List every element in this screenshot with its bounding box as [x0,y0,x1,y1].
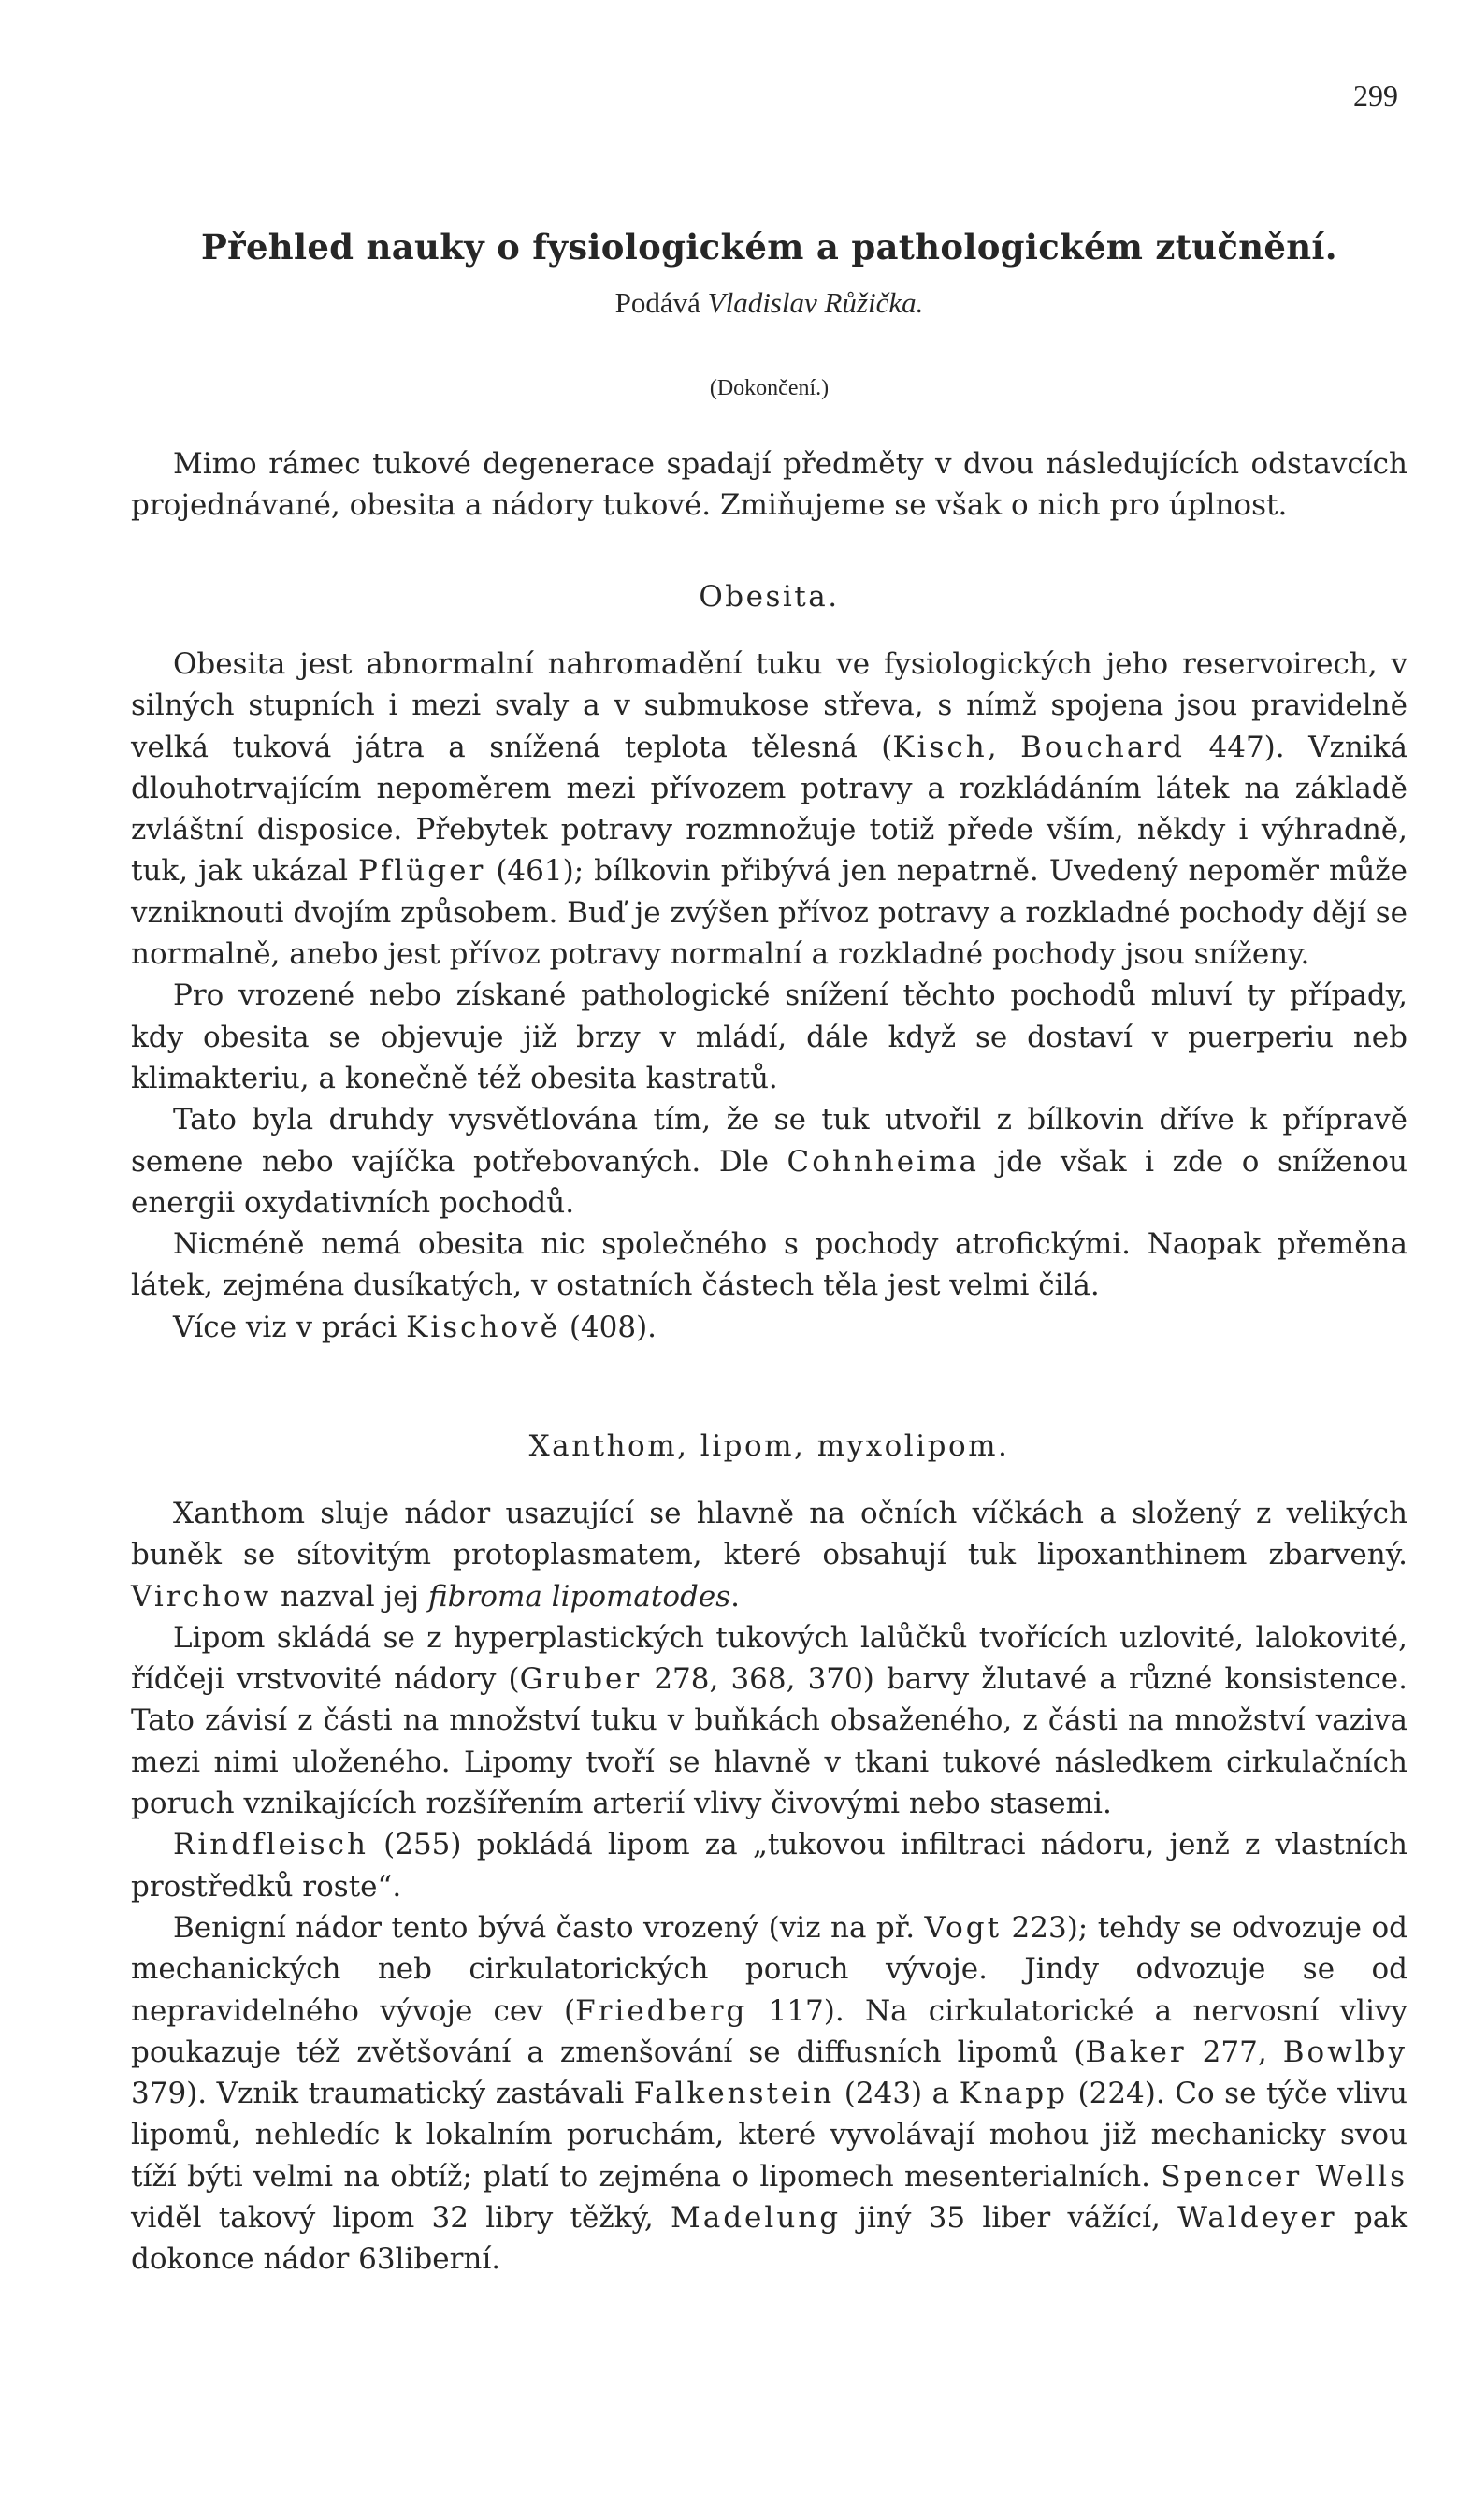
document-page [131,0,1407,2520]
section-heading-obesita: Obesita. [699,580,840,614]
author-ref: Gruber [519,1662,642,1697]
author-ref: Madelung [670,2201,842,2236]
author-ref: Rindfleisch [173,1828,368,1862]
author-ref: Baker [1085,2035,1187,2069]
author-ref: Vogt [924,1910,1003,1945]
obesita-paragraph-5: Více viz v práci Kischově (408). [173,1310,657,1344]
author-ref: Bouchard [1020,730,1185,764]
author-ref: Waldeyer [1177,2201,1337,2236]
obesita-paragraph-3: Tato byla druhdy vysvětlována tím, že se tuk utvořil z bílkovin dříve k přípravě semene nebo vajíčka potřebovaných. Dle Cohnheima jde však i zde o sníženou energii oxydativních pochodů. [131,1103,1408,1220]
obesita-paragraph-1: Obesita jest abnormalní nahromadění tuku ve fysiologických jeho reservoirech, v silných stupních i mezi svaly a v submukose střeva, s nímž spojena jsou pravidelně velká tuková játra a snížená teplota tělesná (Kisch, Bouchard 447). Vzniká dlouhotrvajícím nepoměrem mezi přívozem potravy a rozkládáním látek na základě zvláštní disposice. Přebytek potravy rozmnožuje totiž přede vším, někdy i výhradně, tuk, jak ukázal Pflüger (461); bílkovin přibývá jen nepatrně. Uvedený nepoměr může vzniknouti dvojím způsobem. Buď je zvýšen přívoz potravy a rozkladné pochody dějí se normalně, anebo jest přívoz potravy normalní a rozkladné pochody jsou sníženy. [131,647,1407,972]
author-ref: Pflüger [358,854,486,889]
lipom-paragraph-3: Rindfleisch (255) pokládá lipom za „tukovou infiltraci nádoru, jenž z vlastních prostředků roste“. [131,1828,1407,1904]
term-italic: fibroma lipomatodes [427,1579,731,1614]
page-number: 299 [1353,79,1398,112]
author-ref: Cohnheima [787,1144,979,1179]
author-ref: Friedberg [575,1993,748,2028]
intro-block [131,443,1407,527]
lipom-body [131,1493,1407,2281]
section-heading-xanthom: Xanthom, lipom, myxolipom. [528,1429,1010,1463]
intro-paragraph: Mimo rámec tukové degenerace spadají předměty v dvou následujících odstavcích projednávané, obesita a nádory tukové. Zmiňujeme se však o nich pro úplnost. [131,447,1407,523]
obesita-body [131,644,1407,1348]
author-ref: Virchow [131,1579,272,1614]
author-ref: Spencer Wells [1161,2159,1407,2194]
lipom-paragraph-4: Benigní nádor tento bývá často vrozený (viz na př. Vogt 223); tehdy se odvozuje od mechanických neb cirkulatorických poruch vývoje. Jindy odvozuje se od nepravidelného vývoje cev (Friedberg 117). Na cirkulatorické a nervosní vlivy poukazuje též zvětšování a zmenšování se diffusních lipomů (Baker 277, Bowlby 379). Vznik traumatický zastávali Falkenstein (243) a Knapp (224). Co se týče vlivu lipomů, nehledíc k lokalním poruchám, které vyvolávají mohou již mechanicky svou tíží býti velmi na obtíž; platí to zejména o lipomech mesenterialních. Spencer Wells viděl takový lipom 32 libry těžký, Madelung jiný 35 liber vážící, Waldeyer pak dokonce nádor 63liberní. [131,1910,1408,2277]
author-ref: Kischově [406,1310,560,1344]
byline [131,286,1407,320]
byline-author: Vladislav Růžička. [707,286,924,319]
article-title: Přehled nauky o fysiologickém a pathologickém ztučnění. [201,226,1337,268]
author-ref: Kisch [892,730,988,764]
author-ref: Bowlby [1282,2035,1408,2069]
byline-prefix: Podává [614,286,700,319]
author-ref: Knapp [959,2077,1068,2111]
lipom-paragraph-2: Lipom skládá se z hyperplastických tukových lalůčků tvořících uzlovité, lalokovité, řídčeji vrstvovité nádory (Gruber 278, 368, 370) barvy žlutavé a různé konsistence. Tato závisí z části na množství tuku v buňkách obsaženého, z části na množství vaziva mezi nimi uloženého. Lipomy tvoří se hlavně v tkani tukové následkem cirkulačních poruch vznikajících rozšířením arterií vlivy čivovými nebo stasemi. [131,1620,1407,1821]
obesita-paragraph-2: Pro vrozené nebo získané pathologické snížení těchto pochodů mluví ty případy, kdy obesita se objevuje již brzy v mládí, dále když se dostaví v puerperiu neb klimakteriu, a konečně též obesita kastratů. [131,978,1407,1095]
obesita-paragraph-4: Nicméně nemá obesita nic společného s pochody atrofickými. Naopak přeměna látek, zejména dusíkatých, v ostatních částech těla jest velmi čilá. [131,1227,1407,1303]
continued-note: (Dokončení.) [709,376,830,400]
author-ref: Falkenstein [633,2077,835,2111]
lipom-paragraph-1: Xanthom sluje nádor usazující se hlavně na očních víčkách a složený z velikých buněk se sítovitým protoplasmatem, které obsahují tuk lipoxanthinem zbarvený. Virchow nazval jej fibroma lipomatodes. [131,1497,1407,1614]
